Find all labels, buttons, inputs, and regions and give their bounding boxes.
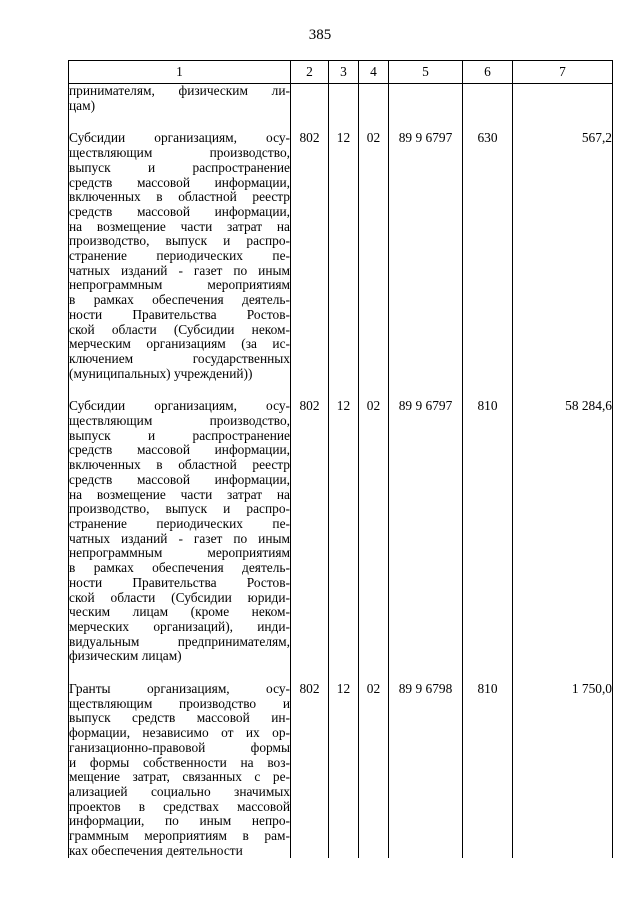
row-name-line: цам) xyxy=(69,97,96,113)
row-name-line: ской области (Субсидии неком- xyxy=(69,321,290,337)
row-name-line: формации, независимо от их ор- xyxy=(69,725,290,741)
spacer-cell xyxy=(329,113,359,131)
row-name-line: в рамках обеспечения деятель- xyxy=(69,560,290,576)
row-name-line: информации, по иным непро- xyxy=(69,813,290,829)
cell-col5: 89 9 6798 xyxy=(389,682,463,858)
cell-col6 xyxy=(463,84,513,114)
cell-col4 xyxy=(359,84,389,114)
cell-col6: 630 xyxy=(463,131,513,381)
row-name-cell xyxy=(69,399,291,664)
spacer-cell xyxy=(291,113,329,131)
spacer-cell xyxy=(291,664,329,682)
spacer-cell xyxy=(463,113,513,131)
row-name-line: выпуск и распространение xyxy=(69,427,290,443)
row-name-line: Субсидии организациям, осу- xyxy=(69,398,290,414)
table-row xyxy=(69,399,613,664)
row-name-line: выпуск и распространение xyxy=(69,159,290,175)
spacer-cell xyxy=(389,113,463,131)
row-name-line: и формы собственности на воз- xyxy=(69,754,290,770)
row-name-line: ности Правительства Ростов- xyxy=(69,574,290,590)
budget-table xyxy=(68,60,613,858)
row-name-line: физическим лицам) xyxy=(69,648,182,664)
spacer-cell xyxy=(513,381,613,399)
spacer-cell xyxy=(329,381,359,399)
cell-col7: 1 750,0 xyxy=(513,682,613,858)
cell-col2 xyxy=(291,84,329,114)
cell-col5: 89 9 6797 xyxy=(389,131,463,381)
cell-col7: 58 284,6 xyxy=(513,399,613,664)
header-col-7: 7 xyxy=(513,61,613,84)
cell-col7: 567,2 xyxy=(513,131,613,381)
header-col-4: 4 xyxy=(359,61,389,84)
row-name-line: проектов в средствах массовой xyxy=(69,798,290,814)
row-name-line: включенных в областной реестр xyxy=(69,189,290,205)
row-name-line: странение периодических пе- xyxy=(69,515,290,531)
row-name-line: ключением государственных xyxy=(69,350,290,366)
spacer-cell xyxy=(359,381,389,399)
cell-col4: 02 xyxy=(359,131,389,381)
spacer-cell xyxy=(69,381,291,399)
row-name-line: Гранты организациям, осу- xyxy=(69,681,290,697)
header-col-5: 5 xyxy=(389,61,463,84)
spacer-cell xyxy=(463,381,513,399)
cell-col2: 802 xyxy=(291,399,329,664)
row-name-cell xyxy=(69,682,291,858)
spacer-cell xyxy=(291,381,329,399)
row-name-line: Субсидии организациям, осу- xyxy=(69,130,290,146)
header-col-2: 2 xyxy=(291,61,329,84)
row-name-line: ческим лицам (кроме неком- xyxy=(69,604,290,620)
cell-col4: 02 xyxy=(359,682,389,858)
spacer-cell xyxy=(513,113,613,131)
spacer-cell xyxy=(513,664,613,682)
header-col-1: 1 xyxy=(69,61,291,84)
cell-col3: 12 xyxy=(329,399,359,664)
row-name-line: ализацией социально значимых xyxy=(69,783,290,799)
row-name-line: средств массовой информации, xyxy=(69,442,290,458)
table-row xyxy=(69,84,613,114)
row-name-line: производство, выпуск и распро- xyxy=(69,501,290,517)
row-name-line: включенных в областной реестр xyxy=(69,457,290,473)
table-row xyxy=(69,131,613,381)
table-row xyxy=(69,682,613,858)
spacer-cell xyxy=(69,664,291,682)
row-name-line: средств массовой информации, xyxy=(69,174,290,190)
row-name-line: ской области (Субсидии юриди- xyxy=(69,589,290,605)
cell-col3: 12 xyxy=(329,131,359,381)
row-name-line: граммным мероприятиям в рам- xyxy=(69,828,290,844)
row-name-line: средств массовой информации, xyxy=(69,471,290,487)
row-name-line: непрограммным мероприятиям xyxy=(69,545,290,561)
spacer-cell xyxy=(329,664,359,682)
cell-col7 xyxy=(513,84,613,114)
spacer-cell xyxy=(359,664,389,682)
row-name-line: (муниципальных) учреждений)) xyxy=(69,365,253,381)
header-col-3: 3 xyxy=(329,61,359,84)
cell-col5 xyxy=(389,84,463,114)
row-name-line: странение периодических пе- xyxy=(69,248,290,264)
row-name-cell xyxy=(69,84,291,114)
row-name-line: видуальным предпринимателям, xyxy=(69,633,290,649)
row-name-line: ществляющим производство, xyxy=(69,145,290,161)
spacer-cell xyxy=(69,113,291,131)
row-name-line: средств массовой информации, xyxy=(69,203,290,219)
row-name-line: производство, выпуск и распро- xyxy=(69,233,290,249)
spacer-cell xyxy=(389,664,463,682)
cell-col6: 810 xyxy=(463,399,513,664)
row-name-line: на возмещение части затрат на xyxy=(69,218,290,234)
row-name-cell xyxy=(69,131,291,381)
row-name-line: мещение затрат, связанных с ре- xyxy=(69,769,290,785)
cell-col4: 02 xyxy=(359,399,389,664)
row-spacer xyxy=(69,664,613,682)
cell-col3 xyxy=(329,84,359,114)
row-name-line: непрограммным мероприятиям xyxy=(69,277,290,293)
row-name-line: мерческим организациям (за ис- xyxy=(69,336,290,352)
row-name-line: ществляющим производство и xyxy=(69,695,290,711)
row-spacer xyxy=(69,381,613,399)
spacer-cell xyxy=(463,664,513,682)
row-name-line: выпуск средств массовой ин- xyxy=(69,710,290,726)
row-name-line: в рамках обеспечения деятель- xyxy=(69,292,290,308)
row-name-line: чатных изданий - газет по иным xyxy=(69,530,290,546)
row-name-line: чатных изданий - газет по иным xyxy=(69,262,290,278)
spacer-cell xyxy=(389,381,463,399)
row-name-line: ганизационно-правовой формы xyxy=(69,739,290,755)
cell-col2: 802 xyxy=(291,131,329,381)
row-name-line: ности Правительства Ростов- xyxy=(69,306,290,322)
row-name-line: принимателям, физическим ли- xyxy=(69,83,290,98)
cell-col5: 89 9 6797 xyxy=(389,399,463,664)
cell-col3: 12 xyxy=(329,682,359,858)
cell-col6: 810 xyxy=(463,682,513,858)
page-number: 385 xyxy=(308,27,332,43)
cell-col2: 802 xyxy=(291,682,329,858)
row-name-line: ществляющим производство, xyxy=(69,413,290,429)
spacer-cell xyxy=(359,113,389,131)
row-spacer xyxy=(69,113,613,131)
header-row xyxy=(69,61,613,84)
row-name-line: на возмещение части затрат на xyxy=(69,486,290,502)
row-name-line: ках обеспечения деятельности xyxy=(69,842,243,858)
header-col-6: 6 xyxy=(463,61,513,84)
row-name-line: мерческих организаций), инди- xyxy=(69,618,290,634)
